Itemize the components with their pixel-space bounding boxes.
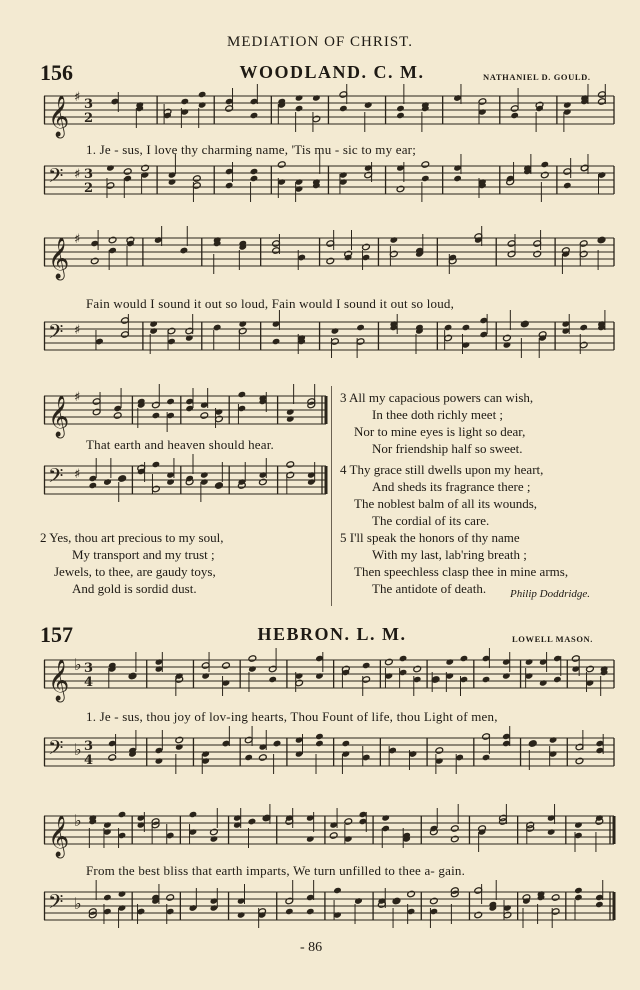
note-head bbox=[306, 908, 315, 915]
verse-line: The noblest balm of all its wounds, bbox=[354, 496, 538, 511]
note-head bbox=[541, 161, 550, 168]
verse-line: Nor friendship half so sweet. bbox=[372, 441, 523, 456]
note-head bbox=[574, 821, 583, 828]
note-head bbox=[152, 461, 161, 468]
music-staff bbox=[44, 312, 614, 360]
note-head bbox=[430, 897, 439, 904]
note-head bbox=[315, 672, 324, 679]
note-head bbox=[272, 338, 281, 345]
note-head bbox=[312, 94, 321, 101]
note-head bbox=[90, 257, 99, 264]
note-head bbox=[399, 655, 408, 662]
treble-clef-icon: 𝄞 bbox=[48, 396, 70, 437]
verse-line: In thee doth richly meet ; bbox=[372, 407, 504, 422]
composer: LOWELL MASON. bbox=[512, 634, 594, 644]
verse-line: Nor to mine eyes is light so dear, bbox=[354, 424, 526, 439]
note-head bbox=[222, 662, 231, 669]
note-head bbox=[201, 672, 210, 679]
attribution: Philip Doddridge. bbox=[510, 588, 591, 600]
note-head bbox=[390, 236, 399, 243]
flat-sign: ♭ bbox=[74, 655, 82, 674]
note-head bbox=[563, 182, 572, 189]
note-head bbox=[396, 105, 405, 112]
verse-block bbox=[340, 529, 568, 597]
note-head bbox=[175, 743, 184, 750]
lyric-line: That earth and heaven should hear. bbox=[86, 437, 275, 452]
note-head bbox=[315, 740, 324, 747]
time-signature: 3 bbox=[84, 167, 94, 182]
note-head bbox=[277, 161, 286, 168]
note-head bbox=[141, 164, 150, 171]
note-head bbox=[326, 257, 335, 264]
note-head bbox=[273, 740, 282, 747]
final-barline bbox=[613, 892, 616, 920]
note-head bbox=[286, 415, 295, 422]
note-head bbox=[268, 676, 277, 683]
note-head bbox=[563, 101, 572, 108]
note-head bbox=[89, 482, 98, 489]
note-head bbox=[118, 811, 127, 818]
verse-line: 5 I'll speak the honors of thy name bbox=[340, 530, 520, 545]
composer: NATHANIEL D. GOULD. bbox=[483, 72, 591, 82]
note-head bbox=[103, 894, 112, 901]
time-signature: 4 bbox=[84, 675, 94, 690]
note-head bbox=[244, 754, 253, 761]
sharp-sign: ♯ bbox=[74, 232, 81, 247]
treble-clef-icon: 𝄞 bbox=[48, 660, 70, 701]
note-head bbox=[462, 324, 471, 331]
lyric-line: From the best bliss that earth imparts, We turn unfilled to thee a- gain. bbox=[86, 863, 466, 878]
note-head bbox=[503, 334, 512, 341]
hymn-number: 157 bbox=[40, 622, 73, 647]
verse-line: Then speechless clasp thee in mine arms, bbox=[354, 564, 569, 579]
bass-clef-icon: 𝄢 bbox=[48, 320, 64, 348]
note-head bbox=[533, 250, 542, 257]
verse-line: And sheds its fragrance there ; bbox=[372, 479, 531, 494]
note-head bbox=[575, 757, 584, 764]
verse-line: The cordial of its care. bbox=[372, 513, 490, 528]
note-head bbox=[259, 478, 268, 485]
note-head bbox=[331, 327, 340, 334]
note-head bbox=[421, 175, 430, 182]
note-head bbox=[333, 887, 342, 894]
note-head bbox=[510, 112, 519, 119]
column-divider bbox=[331, 386, 332, 606]
note-head bbox=[396, 185, 405, 192]
note-head bbox=[362, 662, 371, 669]
music-staff bbox=[44, 86, 614, 137]
note-head bbox=[451, 825, 460, 832]
note-head bbox=[407, 890, 416, 897]
time-signature: 3 bbox=[84, 97, 94, 112]
music-staff bbox=[44, 728, 614, 776]
verse-line: 3 All my capacious powers can wish, bbox=[340, 390, 534, 405]
note-head bbox=[237, 911, 246, 918]
note-head bbox=[586, 665, 595, 672]
note-head bbox=[238, 391, 247, 398]
note-head bbox=[106, 164, 115, 171]
note-head bbox=[413, 665, 422, 672]
final-barline bbox=[325, 396, 328, 424]
note-head bbox=[198, 101, 207, 108]
music-staff bbox=[44, 882, 614, 930]
note-head bbox=[180, 247, 189, 254]
lyric-line: 1. Je - sus, I love thy charming name, 'Tis mu - sic to my ear; bbox=[86, 142, 417, 157]
note-head bbox=[175, 736, 184, 743]
time-signature: 3 bbox=[84, 739, 94, 754]
note-head bbox=[152, 412, 161, 419]
note-head bbox=[460, 655, 469, 662]
note-head bbox=[539, 679, 548, 686]
sharp-sign: ♯ bbox=[74, 390, 81, 405]
music-staff bbox=[44, 650, 614, 701]
tune-title: WOODLAND. C. M. bbox=[239, 62, 425, 82]
note-head bbox=[108, 236, 117, 243]
note-head bbox=[200, 471, 209, 478]
note-head bbox=[185, 334, 194, 341]
note-head bbox=[445, 658, 454, 665]
note-head bbox=[503, 341, 512, 348]
verse-line: 4 Thy grace still dwells upon my heart, bbox=[340, 462, 544, 477]
note-head bbox=[502, 672, 511, 679]
note-head bbox=[166, 894, 175, 901]
note-head bbox=[385, 658, 394, 665]
final-barline bbox=[325, 466, 328, 494]
hymn-number: 156 bbox=[40, 60, 73, 85]
note-head bbox=[210, 828, 219, 835]
music-staff bbox=[44, 228, 614, 279]
verse-block bbox=[340, 461, 543, 529]
music-staff bbox=[44, 456, 326, 504]
music-staff bbox=[44, 386, 326, 437]
note-head bbox=[541, 171, 550, 178]
note-head bbox=[551, 894, 560, 901]
note-head bbox=[123, 168, 132, 175]
note-head bbox=[149, 320, 158, 327]
verse-block bbox=[40, 529, 223, 597]
note-head bbox=[354, 897, 363, 904]
note-head bbox=[339, 105, 348, 112]
note-head bbox=[198, 91, 207, 98]
note-head bbox=[210, 835, 219, 842]
note-head bbox=[451, 835, 460, 842]
time-signature: 4 bbox=[84, 753, 94, 768]
note-head bbox=[482, 754, 491, 761]
music-staff bbox=[44, 156, 614, 204]
treble-clef-icon: 𝄞 bbox=[48, 816, 70, 857]
note-head bbox=[168, 178, 177, 185]
note-head bbox=[295, 105, 304, 112]
note-head bbox=[200, 412, 209, 419]
note-head bbox=[238, 320, 247, 327]
page-header: MEDIATION OF CHRIST. bbox=[227, 34, 413, 50]
note-head bbox=[396, 112, 405, 119]
note-head bbox=[103, 821, 112, 828]
note-head bbox=[248, 655, 257, 662]
verse-line: My transport and my trust ; bbox=[72, 547, 215, 562]
note-head bbox=[225, 182, 234, 189]
bass-clef-icon: 𝄢 bbox=[48, 736, 64, 764]
flat-sign: ♭ bbox=[74, 740, 82, 759]
note-head bbox=[250, 112, 259, 119]
note-head bbox=[362, 243, 371, 250]
time-signature: 2 bbox=[84, 181, 94, 196]
note-head bbox=[285, 908, 294, 915]
music-staff bbox=[44, 806, 614, 857]
time-signature: 3 bbox=[84, 661, 94, 676]
note-head bbox=[421, 161, 430, 168]
note-head bbox=[381, 814, 390, 821]
sharp-sign: ♯ bbox=[74, 467, 81, 482]
note-head bbox=[118, 890, 127, 897]
note-head bbox=[579, 324, 588, 331]
flat-sign: ♭ bbox=[74, 811, 82, 830]
treble-clef-icon: 𝄞 bbox=[48, 96, 70, 137]
tune-title: HEBRON. L. M. bbox=[257, 624, 407, 644]
note-head bbox=[356, 324, 365, 331]
bass-clef-icon: 𝄢 bbox=[48, 464, 64, 492]
note-head bbox=[113, 412, 122, 419]
note-head bbox=[108, 754, 117, 761]
note-head bbox=[166, 398, 175, 405]
note-head bbox=[595, 901, 604, 908]
bass-clef-icon: 𝄢 bbox=[48, 164, 64, 192]
verse-line: With my last, lab'ring breath ; bbox=[372, 547, 527, 562]
verse-block bbox=[340, 389, 533, 457]
final-barline bbox=[613, 816, 616, 844]
note-head bbox=[553, 676, 562, 683]
note-head bbox=[453, 175, 462, 182]
note-head bbox=[295, 94, 304, 101]
time-signature: 2 bbox=[84, 111, 94, 126]
treble-clef-icon: 𝄞 bbox=[48, 238, 70, 279]
verse-line: And gold is sordid dust. bbox=[72, 581, 197, 596]
lyric-line: Fain would I sound it out so loud, Fain would I sound it out so loud, bbox=[86, 296, 455, 311]
note-head bbox=[329, 832, 338, 839]
note-head bbox=[474, 911, 483, 918]
note-head bbox=[248, 818, 257, 825]
note-head bbox=[574, 887, 583, 894]
note-head bbox=[482, 676, 491, 683]
flat-sign: ♭ bbox=[74, 894, 82, 913]
note-head bbox=[155, 757, 164, 764]
verse-line: 2 Yes, thou art precious to my soul, bbox=[40, 530, 224, 545]
sharp-sign: ♯ bbox=[74, 90, 81, 105]
note-head bbox=[248, 665, 257, 672]
note-head bbox=[193, 175, 202, 182]
note-head bbox=[103, 478, 112, 485]
note-head bbox=[149, 327, 158, 334]
verse-line: Jewels, to thee, are gaudy toys, bbox=[54, 564, 216, 579]
note-head bbox=[250, 175, 259, 182]
page-number: - 86 bbox=[300, 940, 323, 955]
note-head bbox=[306, 835, 315, 842]
verse-line: The antidote of death. bbox=[372, 581, 487, 596]
note-head bbox=[547, 828, 556, 835]
lyric-line: 1. Je - sus, thou joy of lov-ing hearts, Thou Fount of life, thou Light of men, bbox=[86, 709, 498, 724]
note-head bbox=[315, 733, 324, 740]
note-head bbox=[342, 740, 351, 747]
sharp-sign: ♯ bbox=[74, 323, 81, 338]
note-head bbox=[286, 461, 295, 468]
note-head bbox=[549, 736, 558, 743]
note-head bbox=[166, 478, 175, 485]
note-head bbox=[189, 811, 198, 818]
note-head bbox=[259, 754, 268, 761]
note-head bbox=[286, 408, 295, 415]
note-head bbox=[525, 658, 534, 665]
sharp-sign: ♯ bbox=[74, 167, 81, 182]
bass-clef-icon: 𝄢 bbox=[48, 890, 64, 918]
note-head bbox=[364, 101, 373, 108]
note-head bbox=[250, 168, 259, 175]
note-head bbox=[181, 98, 190, 105]
note-head bbox=[435, 747, 444, 754]
